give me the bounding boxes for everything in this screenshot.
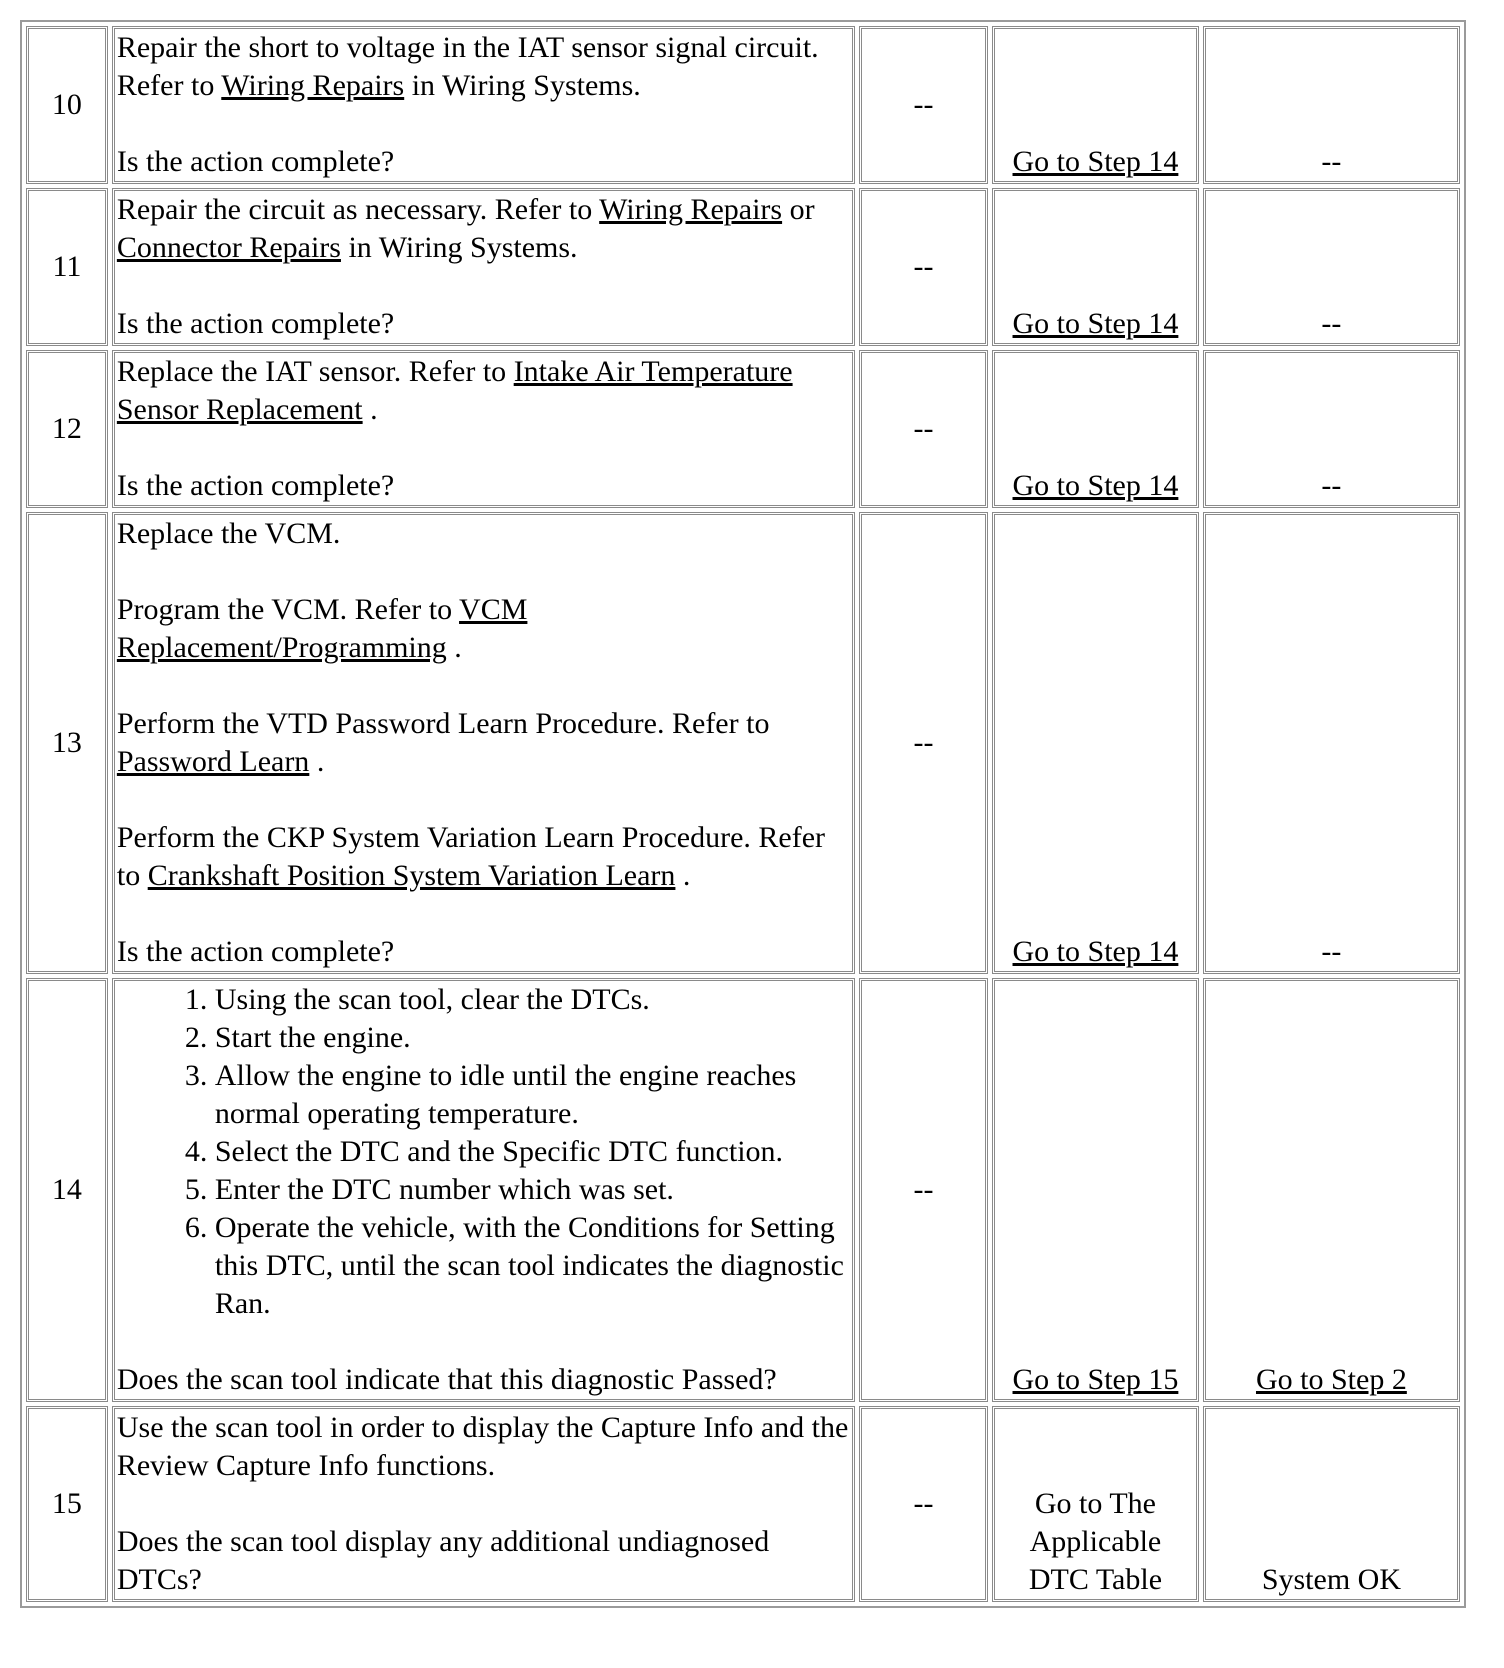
action-text-part: . xyxy=(309,745,325,778)
action-cell xyxy=(112,512,855,974)
value-cell: -- xyxy=(859,1406,988,1602)
go-to-step-link[interactable]: Go to Step 14 xyxy=(1012,307,1179,340)
value-cell: -- xyxy=(859,512,988,974)
step-number: 13 xyxy=(26,512,108,974)
action-text-part: in Wiring Systems. xyxy=(404,69,641,102)
list-item: 1. Using the scan tool, clear the DTCs. xyxy=(215,981,850,1019)
yes-cell xyxy=(992,350,1199,508)
step-number: 14 xyxy=(26,978,108,1402)
action-cell xyxy=(112,978,855,1402)
action-question: Does the scan tool indicate that this diagnostic Passed? xyxy=(116,1363,777,1396)
action-text-part: Replace the IAT sensor. Refer to xyxy=(116,355,514,388)
no-cell: System OK xyxy=(1203,1406,1460,1602)
action-text-part: . xyxy=(675,859,691,892)
step-number: 11 xyxy=(26,188,108,346)
action-text xyxy=(117,591,850,667)
iat-sensor-replacement-link[interactable]: Intake Air Temperature Sensor Replacement xyxy=(116,355,793,426)
list-item: 2. Start the engine. xyxy=(215,1019,850,1057)
go-to-step-link[interactable]: Go to Step 15 xyxy=(1012,1363,1179,1396)
action-text xyxy=(117,191,850,267)
procedure-list xyxy=(117,981,850,1323)
action-cell xyxy=(112,188,855,346)
yes-cell xyxy=(992,26,1199,184)
list-item: 3. Allow the engine to idle until the engine reaches normal operating temperature. xyxy=(215,1057,850,1133)
crankshaft-variation-learn-link[interactable]: Crankshaft Position System Variation Learn xyxy=(147,859,676,892)
go-to-step-link[interactable]: Go to Step 2 xyxy=(1255,1363,1407,1396)
action-text-part: in Wiring Systems. xyxy=(340,231,578,264)
go-to-step-link[interactable]: Go to Step 14 xyxy=(1012,145,1179,178)
yes-cell xyxy=(992,188,1199,346)
action-text xyxy=(117,819,850,895)
yes-cell xyxy=(992,978,1199,1402)
yes-cell: Go to The Applicable DTC Table xyxy=(992,1406,1199,1602)
list-item: 4. Select the DTC and the Specific DTC function. xyxy=(215,1133,850,1171)
step-number: 12 xyxy=(26,350,108,508)
action-text-part: Repair the short to voltage in the IAT sensor signal circuit. Refer to xyxy=(116,31,819,102)
no-cell: -- xyxy=(1203,512,1460,974)
yes-cell xyxy=(992,512,1199,974)
go-to-step-link[interactable]: Go to Step 14 xyxy=(1012,935,1179,968)
table-row xyxy=(26,350,1460,508)
action-text-part: Program the VCM. Refer to xyxy=(116,593,460,626)
connector-repairs-link[interactable]: Connector Repairs xyxy=(116,231,341,264)
table-row xyxy=(26,188,1460,346)
action-text xyxy=(117,353,850,429)
list-item: 5. Enter the DTC number which was set. xyxy=(215,1171,850,1209)
list-item: 6. Operate the vehicle, with the Conditions for Setting this DTC, until the scan tool indicates the diagnostic Ran. xyxy=(215,1209,850,1323)
step-number: 10 xyxy=(26,26,108,184)
action-question: Is the action complete? xyxy=(116,469,395,502)
wiring-repairs-link[interactable]: Wiring Repairs xyxy=(599,193,783,226)
no-cell: -- xyxy=(1203,26,1460,184)
action-question: Is the action complete? xyxy=(116,935,395,968)
no-cell: -- xyxy=(1203,188,1460,346)
value-cell: -- xyxy=(859,350,988,508)
action-question: Does the scan tool display any additional undiagnosed DTCs? xyxy=(116,1525,770,1596)
no-cell: -- xyxy=(1203,350,1460,508)
value-cell: -- xyxy=(859,26,988,184)
no-cell xyxy=(1203,978,1460,1402)
action-text-part: Repair the circuit as necessary. Refer to xyxy=(116,193,600,226)
action-text-part: Perform the VTD Password Learn Procedure. Refer to xyxy=(116,707,770,740)
action-question: Is the action complete? xyxy=(116,145,395,178)
action-text: Replace the VCM. xyxy=(116,517,341,550)
action-text-part: Perform the CKP System Variation Learn Procedure. Refer to xyxy=(116,821,826,892)
action-cell xyxy=(112,350,855,508)
action-cell xyxy=(112,1406,855,1602)
action-text xyxy=(117,705,850,781)
action-text xyxy=(117,29,850,105)
vcm-programming-link[interactable]: VCM Replacement/Programming xyxy=(116,593,528,664)
step-number: 15 xyxy=(26,1406,108,1602)
table-row xyxy=(26,512,1460,974)
action-text-part: . xyxy=(446,631,462,664)
password-learn-link[interactable]: Password Learn xyxy=(116,745,310,778)
action-text-part: . xyxy=(362,393,378,426)
wiring-repairs-link[interactable]: Wiring Repairs xyxy=(221,69,405,102)
value-cell: -- xyxy=(859,978,988,1402)
table-row xyxy=(26,1406,1460,1602)
value-cell: -- xyxy=(859,188,988,346)
diagnostic-steps-table xyxy=(20,20,1466,1608)
action-cell xyxy=(112,26,855,184)
table-row xyxy=(26,26,1460,184)
action-question: Is the action complete? xyxy=(116,307,395,340)
table-row xyxy=(26,978,1460,1402)
action-text: Use the scan tool in order to display the Capture Info and the Review Capture Info functions. xyxy=(116,1411,849,1482)
action-text-part: or xyxy=(782,193,815,226)
go-to-step-link[interactable]: Go to Step 14 xyxy=(1012,469,1179,502)
